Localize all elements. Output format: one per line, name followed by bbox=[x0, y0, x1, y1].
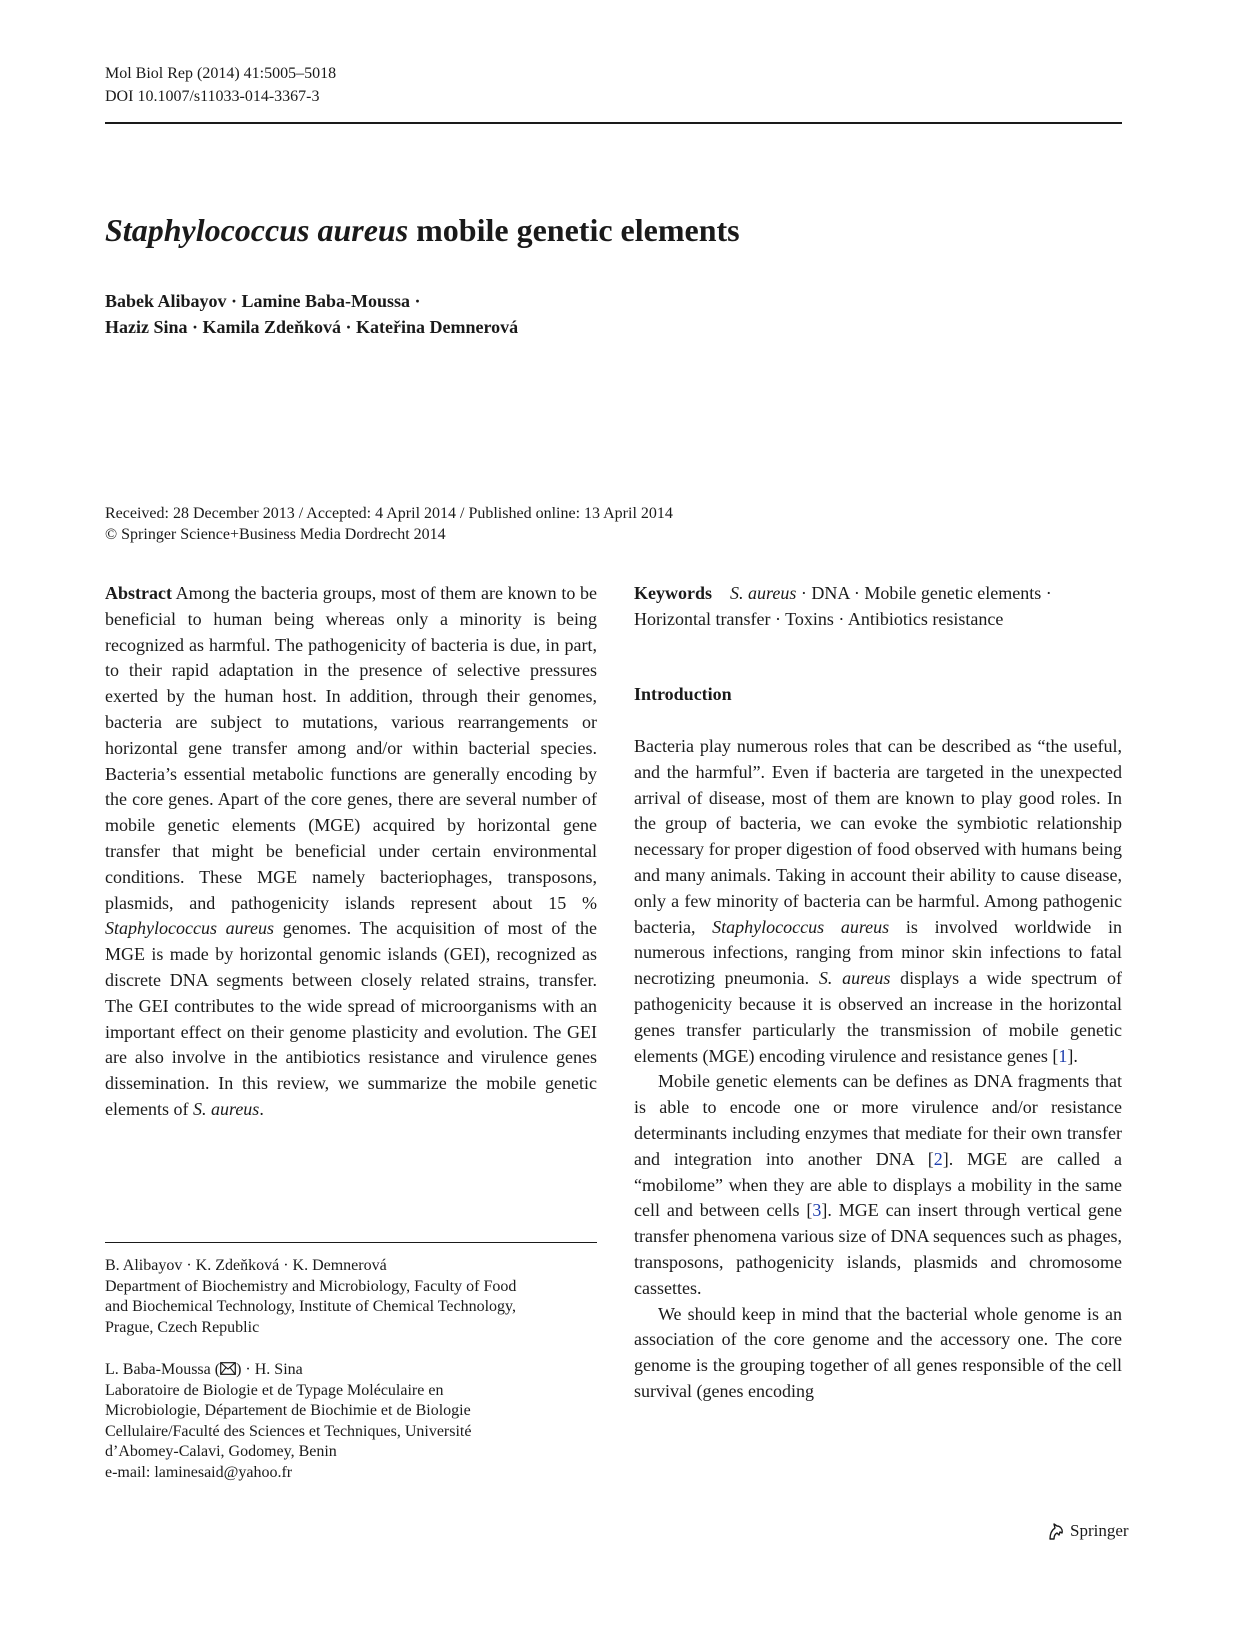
intro-text: Mobile genetic elements can be defines as DNA fragments that is able to encode one or more virulence and/or resistance determinants including enzymes that mediate for their own transfer and integration into another DNA [ bbox=[634, 1071, 1122, 1169]
affiliation-1 bbox=[105, 1256, 597, 1338]
affiliation-1-line: Prague, Czech Republic bbox=[105, 1318, 260, 1336]
author-list bbox=[105, 288, 518, 340]
intro-text: ]. MGE can insert through vertical gene transfer phenomena various size of DNA sequences such as phages, transposons, pathogenicity islands, plasmids and chromosome cassettes. bbox=[634, 1200, 1122, 1298]
affiliation-2-names bbox=[105, 1360, 597, 1381]
publisher-name: Springer bbox=[1070, 1521, 1129, 1540]
affiliation-1-line: and Biochemical Technology, Institute of Chemical Technology, bbox=[105, 1298, 516, 1315]
abstract-text-3: . bbox=[259, 1098, 264, 1119]
abstract bbox=[105, 581, 597, 1123]
authors-line-2: Haziz Sina · Kamila Zdeňková · Kateřina Demnerová bbox=[105, 317, 519, 337]
introduction-body bbox=[634, 734, 1122, 1405]
journal-citation: Mol Biol Rep (2014) 41:5005–5018 bbox=[105, 65, 337, 82]
doi: DOI 10.1007/s11033-014-3367-3 bbox=[105, 88, 320, 105]
intro-text: Bacteria play numerous roles that can be described as “the useful, and the harmful”. Even if bacteria are targeted in the unexpected arrival of disease, most of them are known to play good roles. In the group of bacteria, we can evoke the symbiotic relationship necessary for proper digestion of food observed with humans being and many animals. Taking in account their ability to cause disease, only a few minority of bacteria can be harmful. Among pathogenic bacteria, bbox=[634, 736, 1122, 937]
abstract-label: Abstract bbox=[105, 583, 172, 603]
authors-line-1: Babek Alibayov · Lamine Baba-Moussa · bbox=[105, 291, 421, 311]
title-rest: mobile genetic elements bbox=[408, 212, 740, 248]
article-title bbox=[105, 212, 740, 249]
intro-text: ]. bbox=[1067, 1045, 1078, 1066]
affiliation-rule bbox=[105, 1242, 597, 1243]
publisher-logo bbox=[1046, 1521, 1129, 1541]
affiliation-2 bbox=[105, 1360, 597, 1483]
keyword-list: · DNA · Mobile genetic elements · Horizontal transfer · Toxins · Antibiotics resistance bbox=[634, 583, 1052, 629]
intro-paragraph-2 bbox=[634, 1069, 1122, 1301]
intro-text: displays a wide spectrum of pathogenicity because it is observed an increase in the horizontal genes transfer particularly the transmission of mobile genetic elements (MGE) encoding virulence and resistance genes [ bbox=[634, 968, 1122, 1066]
corresponding-author: L. Baba-Moussa ( bbox=[105, 1361, 221, 1378]
title-species: Staphylococcus aureus bbox=[105, 212, 409, 248]
received-accepted-published: Received: 28 December 2013 / Accepted: 4 April 2014 / Published online: 13 April 2014 bbox=[105, 505, 673, 522]
envelope-icon bbox=[220, 1362, 236, 1375]
affiliation-1-line: Department of Biochemistry and Microbiology, Faculty of Food bbox=[105, 1277, 517, 1295]
section-heading-introduction: Introduction bbox=[634, 684, 732, 704]
email-link[interactable]: e-mail: laminesaid@yahoo.fr bbox=[105, 1463, 293, 1481]
co-author: ) · H. Sina bbox=[236, 1361, 303, 1378]
intro-text: ]. MGE are called a “mobilome” when they are able to displays a mobility in the same cell and between cells [ bbox=[634, 1148, 1122, 1221]
intro-text: is involved worldwide in numerous infections, ranging from minor skin infections to fatal necrotizing pneumonia. bbox=[634, 916, 1123, 989]
keyword-species: S. aureus bbox=[730, 583, 797, 603]
affiliation-2-line: Laboratoire de Biologie et de Typage Moléculaire en bbox=[105, 1381, 444, 1399]
citation-link[interactable]: 3 bbox=[812, 1200, 822, 1221]
intro-species: Staphylococcus aureus bbox=[712, 916, 890, 937]
copyright-notice: © Springer Science+Business Media Dordrecht 2014 bbox=[105, 526, 446, 543]
intro-paragraph-1 bbox=[634, 734, 1122, 1069]
affiliation-2-line: Microbiologie, Département de Biochimie et de Biologie bbox=[105, 1402, 471, 1419]
affiliation-2-line: d’Abomey-Calavi, Godomey, Benin bbox=[105, 1443, 337, 1460]
header-rule bbox=[105, 122, 1122, 124]
abstract-species-1: Staphylococcus aureus bbox=[105, 918, 274, 939]
citation-link[interactable]: 1 bbox=[1058, 1045, 1068, 1066]
intro-species: S. aureus bbox=[818, 968, 891, 989]
citation-link[interactable]: 2 bbox=[933, 1148, 943, 1169]
keywords-label: Keywords bbox=[634, 583, 712, 603]
abstract-text-1: Among the bacteria groups, most of them are known to be beneficial to human being whereas only a minority is being recognized as harmful. The pathogenicity of bacteria is due, in part, to their rapid adaptation in the presence of selective pressures exerted by the human host. In addition, through their genomes, bacteria are subject to mutations, various rearrangements or horizontal gene transfer among and/or within bacterial species. Bacteria’s essential metabolic functions are generally encoding by the core genes. Apart of the core genes, there are several number of mobile genetic elements (MGE) acquired by horizontal gene transfer that might be beneficial under certain environmental conditions. These MGE namely bacteriophages, transposons, plasmids, and pathogenicity islands represent about 15 % bbox=[105, 583, 597, 913]
running-header bbox=[105, 62, 336, 108]
affiliation-1-names: B. Alibayov · K. Zdeňková · K. Demnerová bbox=[105, 1257, 387, 1274]
publication-dates bbox=[105, 503, 673, 545]
springer-horse-icon bbox=[1046, 1521, 1066, 1541]
abstract-species-2: S. aureus bbox=[192, 1098, 260, 1119]
abstract-text-2: genomes. The acquisition of most of the MGE is made by horizontal genomic islands (GEI), recognized as discrete DNA segments between closely related strains, transfer. The GEI contributes to the wide spread of microorganisms with an important effect on their genome plasticity and evolution. The GEI are also involve in the antibiotics resistance and virulence genes dissemination. In this review, we summarize the mobile genetic elements of bbox=[105, 918, 597, 1119]
affiliation-2-line: Cellulaire/Faculté des Sciences et Techniques, Université bbox=[105, 1422, 472, 1440]
keywords bbox=[634, 581, 1122, 633]
intro-paragraph-3: We should keep in mind that the bacterial whole genome is an association of the core genome and the accessory one. The core genome is the grouping together of all genes responsible of the cell survival (genes encoding bbox=[634, 1303, 1122, 1401]
